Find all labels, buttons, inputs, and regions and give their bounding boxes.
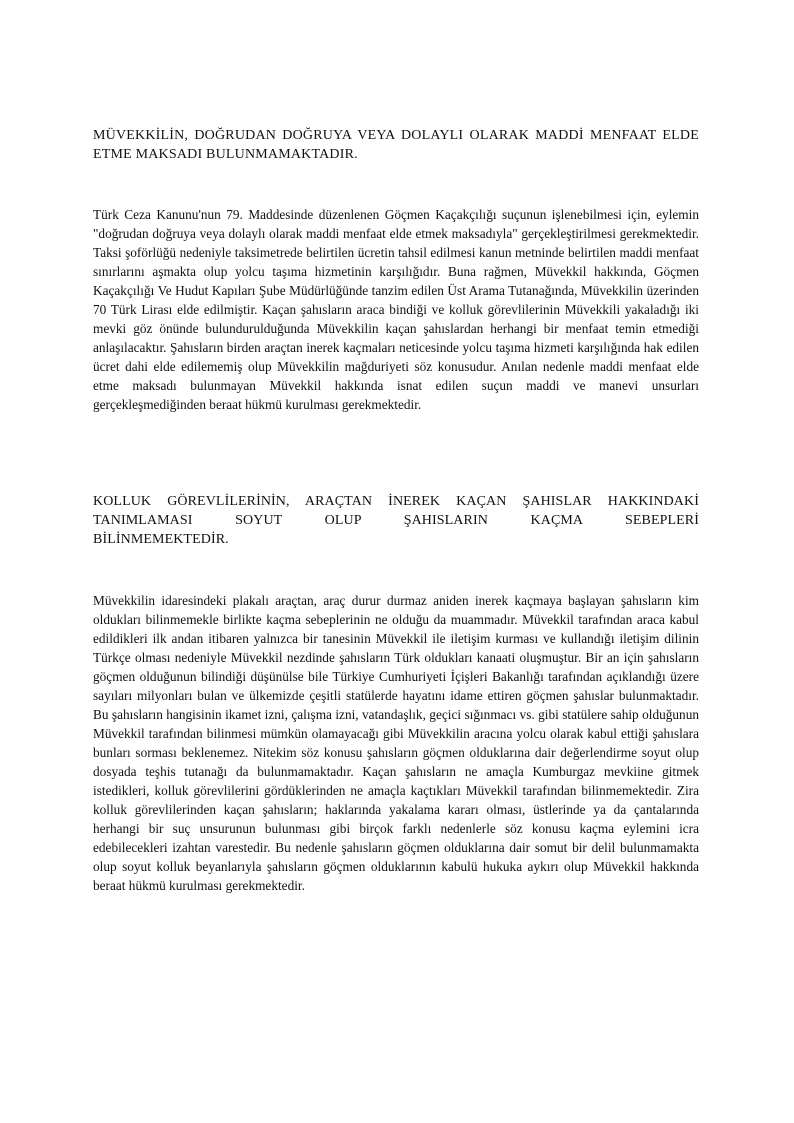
section-2-paragraph: Müvekkilin idaresindeki plakalı araçtan, araç durur durmaz aniden inerek kaçmaya başlayan şahısların kim oldukları bilinmemekle birlikte kaçma sebeplerinin ne olduğu da muammadır. Müvekkil tarafından araca kabul edildikleri ilk andan itibaren yalnızca bir tanesinin Müvekkil ile iletişim kurması ve kullandığı iletişim dilinin Türkçe olması nedeniyle Müvekkil nezdinde şahısların Türk oldukları kanaati oluşmuştur. Bir an için şahısların göçmen olduğunun bilindiği düşünülse bile Türkiye Cumhuriyeti İçişleri Bakanlığı tarafından açıklandığı üzere sayıları milyonları bulan ve ülkemizde çeşitli statülerde hayatını idame ettiren göçmen şahıslar bulunmaktadır. Bu şahısların hangisinin ikamet izni, çalışma izni, vatandaşlık, geçici sığınmacı vs. gibi statülere sahip olduğunun Müvekkil tarafından bilinmesi mümkün olamayacağı gibi Müvekkilin aracına yolcu olarak kabul ettiği şahıslara bunları sorması beklenemez. Nitekim söz konusu şahısların göçmen olduklarına dair değerlendirme soyut olup dosyada teşhis tutanağı da bulunmamaktadır. Kaçan şahısların ne amaçla Kumburgaz mevkiine gitmek istedikleri, kolluk görevlilerini gördüklerinden ne amaçla kaçtıkları Müvekkil tarafından bilinmemektedir. Zira kolluk görevlilerinden kaçan şahısların; haklarında yakalama kararı olması, üstlerinde ya da çantalarında herhangi bir suç unsurunun bulunması gibi birçok farklı nedenlerle söz konusu kaçma eylemini icra edebilecekleri izahtan varestedir. Bu nedenle şahısların göçmen olduklarına dair somut bir delil bulunmamakta olup soyut kolluk beyanlarıyla şahısların göçmen olduklarının kabulü hukuka aykırı olup Müvekkil hakkında beraat hükmü kurulması gerekmektedir. xyxy=(93,593,699,893)
section-1-paragraph: Türk Ceza Kanunu'nun 79. Maddesinde düzenlenen Göçmen Kaçakçılığı suçunun işlenebilmesi için, eylemin "doğrudan doğruya veya dolaylı olarak maddi menfaat elde etmek maksadıyla" gerçekleştirilmesi gerekmektedir. Taksi şoförlüğü nedeniyle taksimetrede belirtilen ücretin tahsil edilmesi kanun metninde belirtilen maddi menfaat sınırlarını aşmakta olup yolcu taşıma hizmetinin karşılığıdır. Buna rağmen, Müvekkil hakkında, Göçmen Kaçakçılığı Ve Hudut Kapıları Şube Müdürlüğünde tanzim edilen Üst Arama Tutanağında, Müvekkilin üzerinden 70 Türk Lirası elde edilmiştir. Kaçan şahısların araca bindiği ve kolluk görevlilerinin Müvekkili yakaladığı iki mevki göz önünde bulundurulduğunda Müvekkilin kaçan şahıslardan herhangi bir menfaat temin etmediği anlaşılacaktır. Şahısların birden araçtan inerek kaçmaları neticesinde yolcu taşıma hizmeti karşılığında hak edilen ücret dahi elde edilememiş olup Müvekkilin mağduriyeti söz konusudur. Anılan nedenle maddi menfaat elde etme maksadı bulunmayan Müvekkil hakkında isnat edilen suçun maddi ve manevi unsurları gerçekleşmediğinden beraat hükmü kurulması gerekmektedir. xyxy=(93,207,699,412)
section-2-heading-line-2: TANIMLAMASI SOYUT OLUP ŞAHISLARIN KAÇMA SEBEPLERİ xyxy=(93,513,699,528)
section-2-heading-line-1: KOLLUK GÖREVLİLERİNİN, ARAÇTAN İNEREK KAÇAN ŞAHISLAR HAKKINDAKİ xyxy=(93,494,699,509)
section-1-heading: MÜVEKKİLİN, DOĞRUDAN DOĞRUYA VEYA DOLAYLI OLARAK MADDİ MENFAAT ELDE ETME MAKSADI BULUNMAMAKTADIR. xyxy=(93,128,699,162)
section-2-heading-line-3: BİLİNMEMEKTEDİR. xyxy=(93,532,229,547)
section-2-heading xyxy=(93,492,699,549)
